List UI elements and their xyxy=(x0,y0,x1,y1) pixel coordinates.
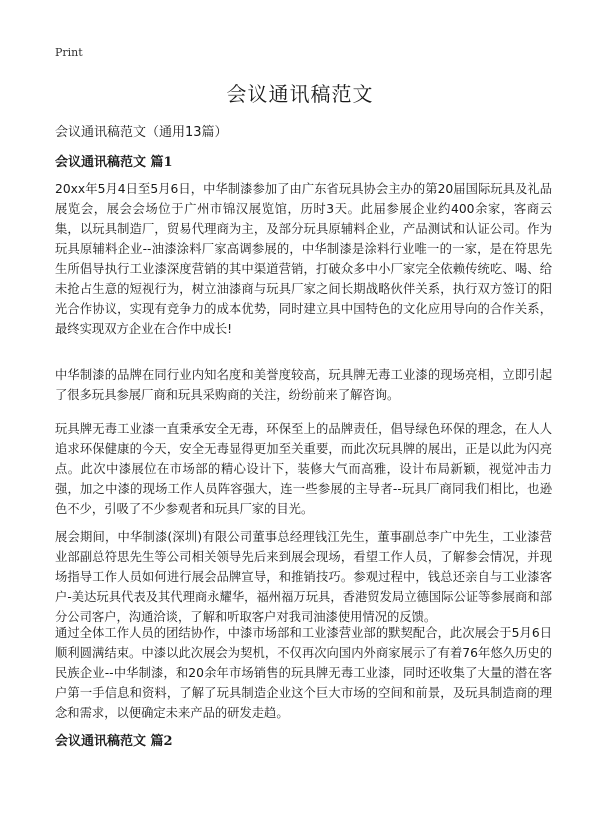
paragraph: 展会期间，中华制漆(深圳)有限公司董事总经理钱江先生，董事副总李广中先生，工业漆营业部副总符思先生等公司相关领导先后来到展会现场，看望工作人员，了解参会情况，并现场指导工作人员如何进行展会品牌宣导，和推销技巧。参观过程中，钱总还亲自与工业漆客户-美达玩具代表及其代理商永耀华，福州福万玩具，香港贸发局立德国际公证等参展商和部分公司客户，沟通洽谈，了解和听取客户对我司油漆使用情况的反馈。 xyxy=(55,530,552,624)
paragraph: 玩具牌无毒工业漆一直秉承安全无毒，环保至上的品牌责任，倡导绿色环保的理念，在人人追求环保健康的今天，安全无毒显得更加至关重要，而此次玩具牌的展出，正是以此为闪亮点。此次中漆展位在市场部的精心设计下，装修大气而高雅，设计布局新颖，视觉冲击力强，加之中漆的现场工作人员阵容强大，连一些参展的主导者--玩具厂商同我们相比，也逊色不少，引吸了不少参观者和玩具厂家的目光。 xyxy=(55,422,552,516)
section-heading-1: 会议通讯稿范文 篇1 xyxy=(55,155,173,170)
paragraph: 通过全体工作人员的团结协作，中漆市场部和工业漆营业部的默契配合，此次展会于5月6日顺利圆满结束。中漆以此次展会为契机，不仅再次向国内外商家展示了有着76年悠久历史的民族企业--中华制漆，和20余年市场销售的玩具牌无毒工业漆，同时还收集了大量的潜在客户第一手信息和资料，了解了玩具制造企业这个巨大市场的空间和前景，及玩具制造商的理念和需求，以便确定未来产品的研发走趋。 xyxy=(55,626,552,720)
paragraph: 20xx年5月4日至5月6日，中华制漆参加了由广东省玩具协会主办的第20届国际玩具及礼品展览会，展会会场位于广州市锦汉展览馆，历时3天。此届参展企业约400余家，客商云集，以玩具制造厂，贸易代理商为主，及部分玩具原辅料企业，产品测试和认证公司。作为玩具原辅料企业--油漆涂料厂家高调参展的，中华制漆是涂料行业唯一的一家，是在符思先生所倡导执行工业漆深度营销的其中渠道营销，打破众多中小厂家完全依赖传统吃、喝、给未抢占生意的短视行为，树立油漆商与玩具厂家之间长期战略伙伴关系，执行双方签订的阳光合作协议，实现有竞争力的成本优势，同时建立具中国特色的文化应用导向的合作关系，最终实现双方企业在合作中成长! xyxy=(55,182,552,336)
paragraph: 中华制漆的品牌在同行业内知名度和美誉度较高，玩具牌无毒工业漆的现场亮相，立即引起了很多玩具参展厂商和玩具采购商的关注，纷纷前来了解咨询。 xyxy=(55,368,552,402)
print-link[interactable]: Print xyxy=(55,46,83,59)
document-subtitle: 会议通讯稿范文（通用13篇） xyxy=(55,125,228,140)
document-title: 会议通讯稿范文 xyxy=(226,82,374,106)
section-heading-2: 会议通讯稿范文 篇2 xyxy=(55,734,173,749)
